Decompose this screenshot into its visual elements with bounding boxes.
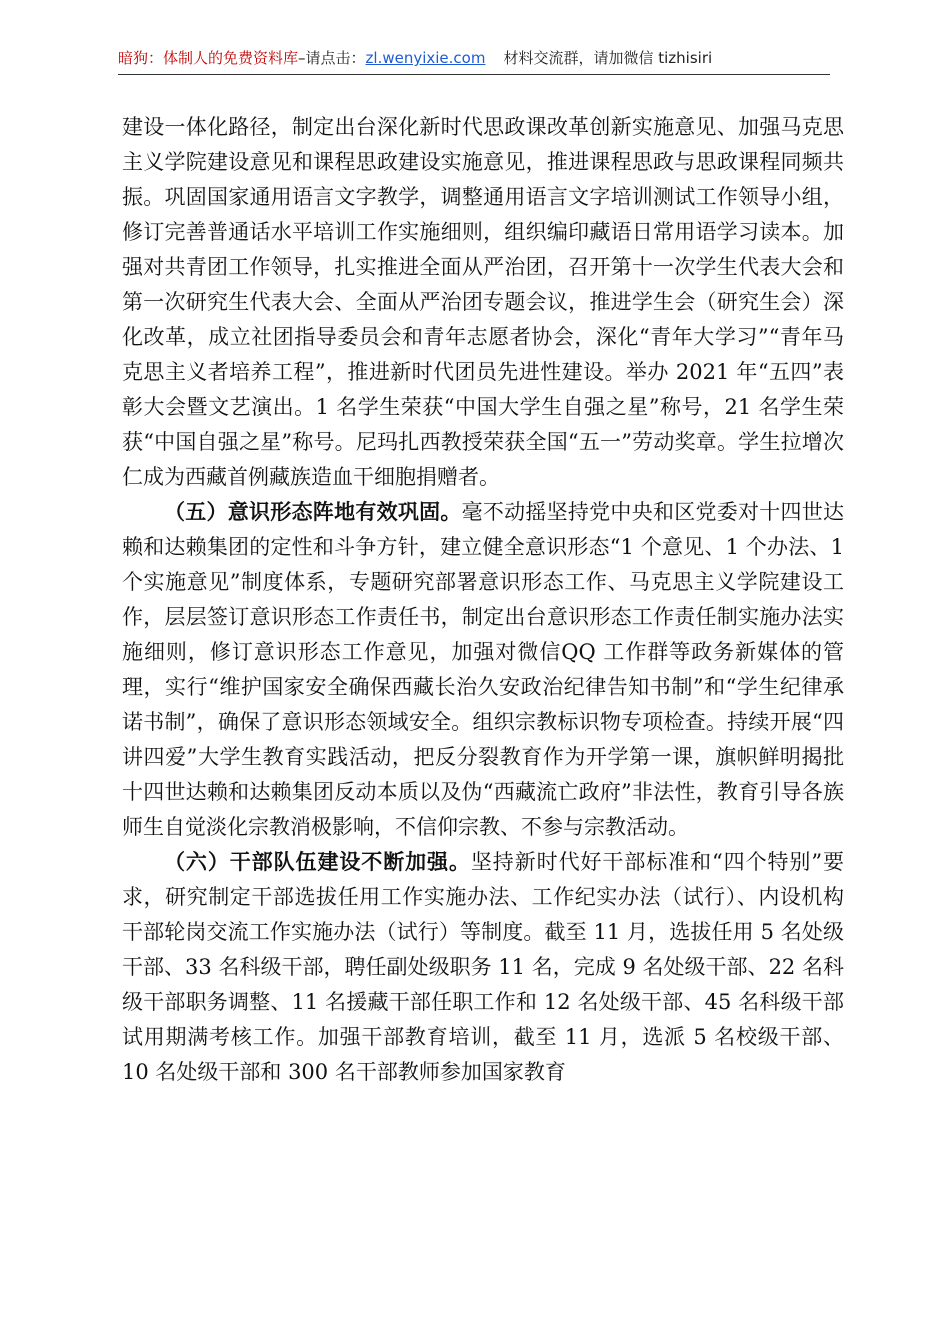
header-link[interactable]: zl.wenyixie.com — [365, 49, 486, 67]
header-brand: 暗狗：体制人的免费资料库 — [118, 49, 299, 67]
paragraph-3-text: 坚持新时代好干部标准和“四个特别”要求，研究制定干部选拔任用工作实施办法、工作纪实办法（试行）、内设机构干部轮岗交流工作实施办法（试行）等制度。截至 11 月，选拔任用 5 名处级干部、33 名科级干部，聘任副处级职务 11 名，完成 9 名处级干部、22 名科级干部职务调整、11 名援藏干部任职工作和 12 名处级干部、45 名科级干部试用期满考核工作。加强干部教育培训，截至 11 月，选派 5 名校级干部、10 名处级干部和 300 名干部教师参加国家教育 — [122, 850, 844, 1084]
header-prompt: –请点击： — [298, 49, 366, 67]
paragraph-1-text: 建设一体化路径，制定出台深化新时代思政课改革创新实施意见、加强马克思主义学院建设意见和课程思政建设实施意见，推进课程思政与思政课程同频共振。巩固国家通用语言文字教学，调整通用语言文字培训测试工作领导小组，修订完善普通话水平培训工作实施细则，组织编印藏语日常用语学习读本。加强对共青团工作领导，扎实推进全面从严治团，召开第十一次学生代表大会和第一次研究生代表大会、全面从严治团专题会议，推进学生会（研究生会）深化改革，成立社团指导委员会和青年志愿者协会，深化“青年大学习”“青年马克思主义者培养工程”，推进新时代团员先进性建设。举办 2021 年“五四”表彰大会暨文艺演出。1 名学生荣获“中国大学生自强之星”称号，21 名学生荣获“中国自强之星”称号。尼玛扎西教授荣获全国“五一”劳动奖章。学生拉增次仁成为西藏首例藏族造血干细胞捐赠者。 — [122, 115, 844, 489]
header-wechat: 材料交流群，请加微信 tizhisiri — [503, 49, 713, 67]
section-6-heading: （六）干部队伍建设不断加强。 — [164, 850, 471, 874]
paragraph-2-text: 毫不动摇坚持党中央和区党委对十四世达赖和达赖集团的定性和斗争方针，建立健全意识形态“1 个意见、1 个办法、1 个实施意见”制度体系，专题研究部署意识形态工作、马克思主义学院建设工作，层层签订意识形态工作责任书，制定出台意识形态工作责任制实施办法实施细则，修订意识形态工作意见，加强对微信QQ 工作群等政务新媒体的管理，实行“维护国家安全确保西藏长治久安政治纪律告知书制”和“学生纪律承诺书制”，确保了意识形态领域安全。组织宗教标识物专项检查。持续开展“四讲四爱”大学生教育实践活动，把反分裂教育作为开学第一课，旗帜鲜明揭批十四世达赖和达赖集团反动本质以及伪“西藏流亡政府”非法性，教育引导各族师生自觉淡化宗教消极影响，不信仰宗教、不参与宗教活动。 — [122, 500, 845, 839]
paragraph-3 — [122, 845, 844, 1090]
document-body — [122, 110, 844, 1090]
paragraph-1 — [122, 110, 844, 495]
section-5-heading: （五）意识形态阵地有效巩固。 — [164, 500, 462, 524]
page-header — [118, 44, 830, 75]
paragraph-2 — [122, 495, 844, 845]
